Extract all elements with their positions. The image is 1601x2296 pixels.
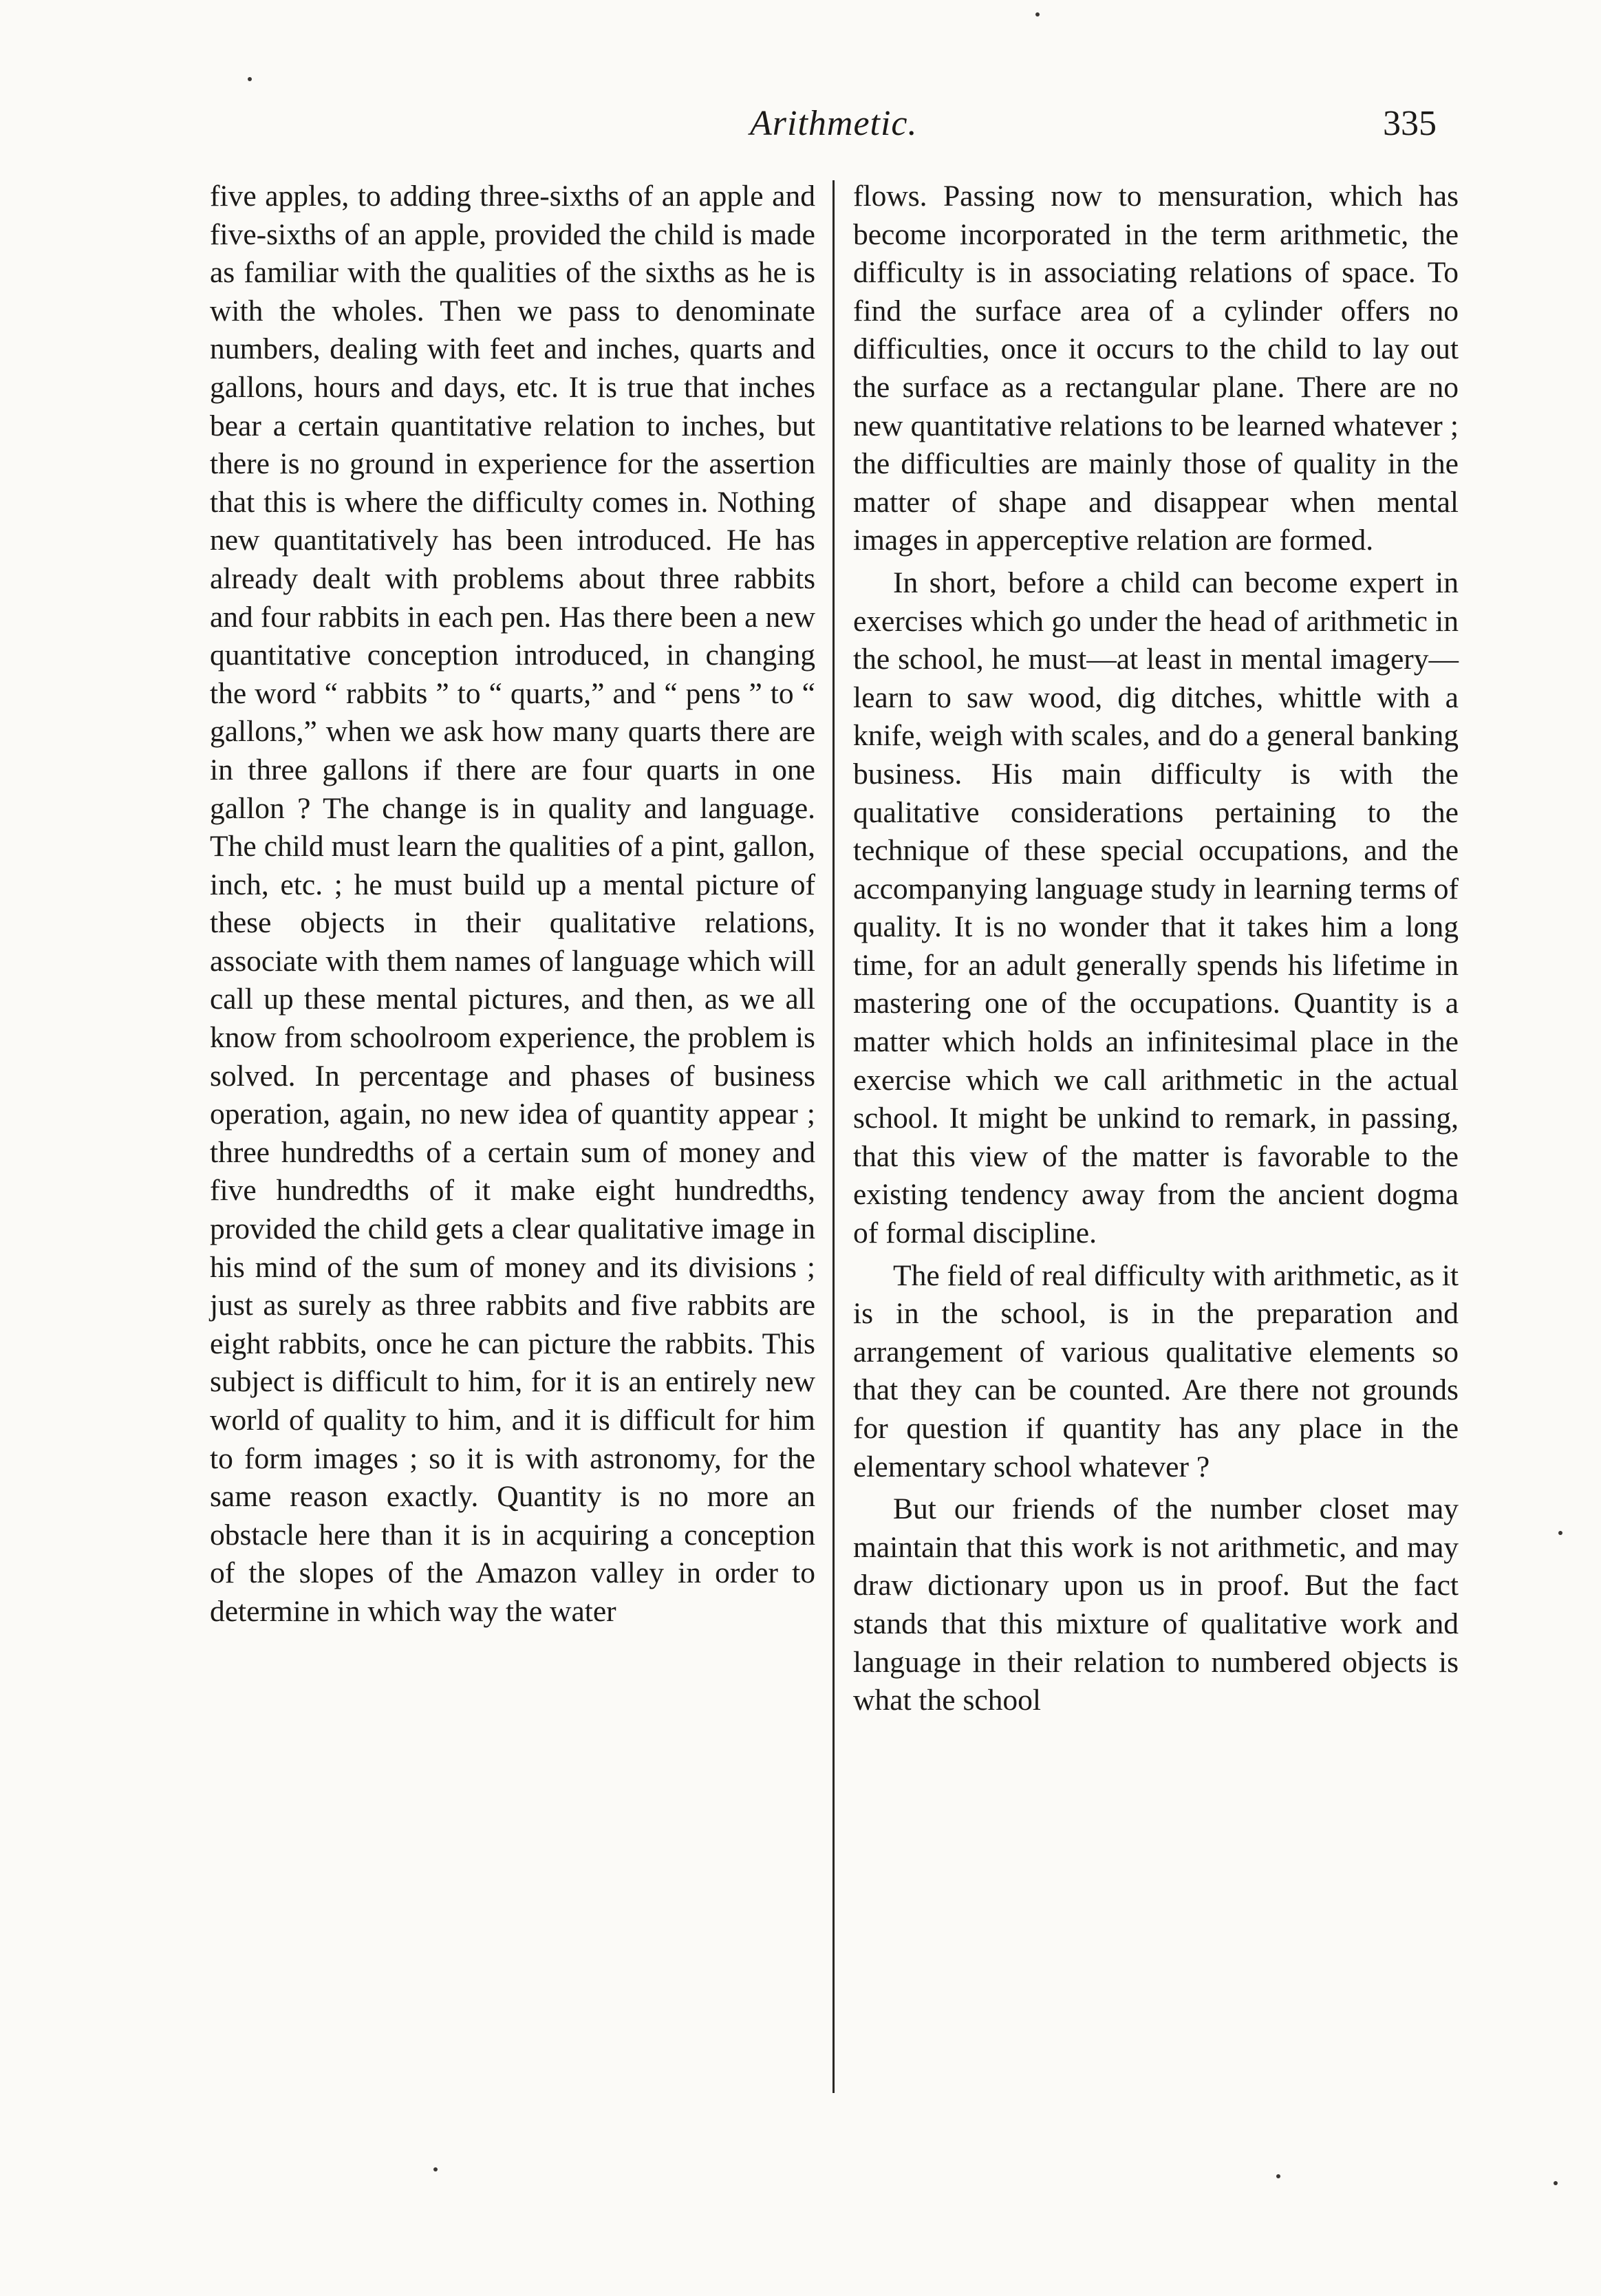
right-paragraph-1: flows. Passing now to mensuration, which has become incorporated in the term arithmetic, the difficulty is in associating relations of space. To find the surface area of a cylinder offers no difficulties, once it occurs to the child to lay out the surface as a rectangular plane. There are no new quantitative relations to be learned whatever ; the difficulties are mainly those of quality in the matter of shape and disappear when mental images in apperceptive relation are formed. [853, 180, 1459, 557]
scan-speck [1276, 2174, 1280, 2178]
right-paragraph-4: But our friends of the number closet may maintain that this work is not arithmetic, and may draw dictionary upon us in proof. But the fact stands that this mixture of qualitative work and language in their relation to numbered objects is what the school [853, 1492, 1459, 1717]
page-number: 335 [1383, 104, 1437, 143]
scan-speck [1554, 2181, 1558, 2185]
scan-speck [433, 2167, 438, 2171]
scan-speck [248, 77, 252, 81]
left-paragraph-1: five apples, to adding three-sixths of an apple and five-sixths of an apple, provided the child is made as familiar with the qualities of the sixths as he is with the wholes. Then we pass to denominate numbers, dealing with feet and inches, quarts and gallons, hours and days, etc. It is true that inches bear a certain quantitative relation to inches, but there is no ground in experience for the assertion that this is where the difficulty comes in. Nothing new quantitatively has been introduced. He has already dealt with problems about three rabbits and four rabbits in each pen. Has there been a new quantitative conception introduced, in changing the word “ rabbits ” to “ quarts,” and “ pens ” to “ gallons,” when we ask how many quarts there are in three gallons if there are four quarts in one gallon ? The change is in quality and language. The child must learn the qualities of a pint, gallon, inch, etc. ; he must build up a mental picture of these objects in their qualitative relations, associate with them names of language which will call up these mental pictures, and then, as we all know from schoolroom experience, the problem is solved. In percentage and phases of business operation, again, no new idea of quantity appear ; three hundredths of a certain sum of money and five hundredths of it make eight hundredths, provided the child gets a clear qualitative image in his mind of the sum of money and its divisions ; just as surely as three rabbits and five rabbits are eight rabbits, once he can picture the rabbits. This subject is difficult to him, for it is an entirely new world of quality to him, and it is difficult for him to form images ; so it is with astronomy, for the same reason exactly. Quantity is no more an obstacle here than it is in acquiring a conception of the slopes of the Amazon valley in order to determine in which way the water [210, 180, 815, 1628]
column-rule [832, 180, 835, 2093]
scan-speck [1558, 1531, 1562, 1535]
left-column [210, 178, 815, 1631]
running-head: Arithmetic. [750, 104, 918, 143]
scan-speck [1035, 12, 1040, 17]
right-paragraph-3: The field of real difficulty with arithmetic, as it is in the school, is in the preparation and arrangement of various qualitative elements so that they can be counted. Are there not grounds for question if quantity has any place in the elementary school whatever ? [853, 1258, 1459, 1483]
right-paragraph-2: In short, before a child can become expert in exercises which go under the head of arithmetic in the school, he must—at least in mental imagery—learn to saw wood, dig ditches, whittle with a knife, weigh with scales, and do a general banking business. His main difficulty is with the qualitative considerations pertaining to the technique of these special occupations, and the accompanying language study in learning terms of quality. It is no wonder that it takes him a long time, for an adult generally spends his lifetime in mastering one of the occupations. Quantity is a matter which holds an infinitesimal place in the exercise which we call arithmetic in the actual school. It might be unkind to remark, in passing, that this view of the matter is favorable to the existing tendency away from the ancient dogma of formal discipline. [853, 566, 1459, 1250]
right-column [853, 178, 1459, 1720]
